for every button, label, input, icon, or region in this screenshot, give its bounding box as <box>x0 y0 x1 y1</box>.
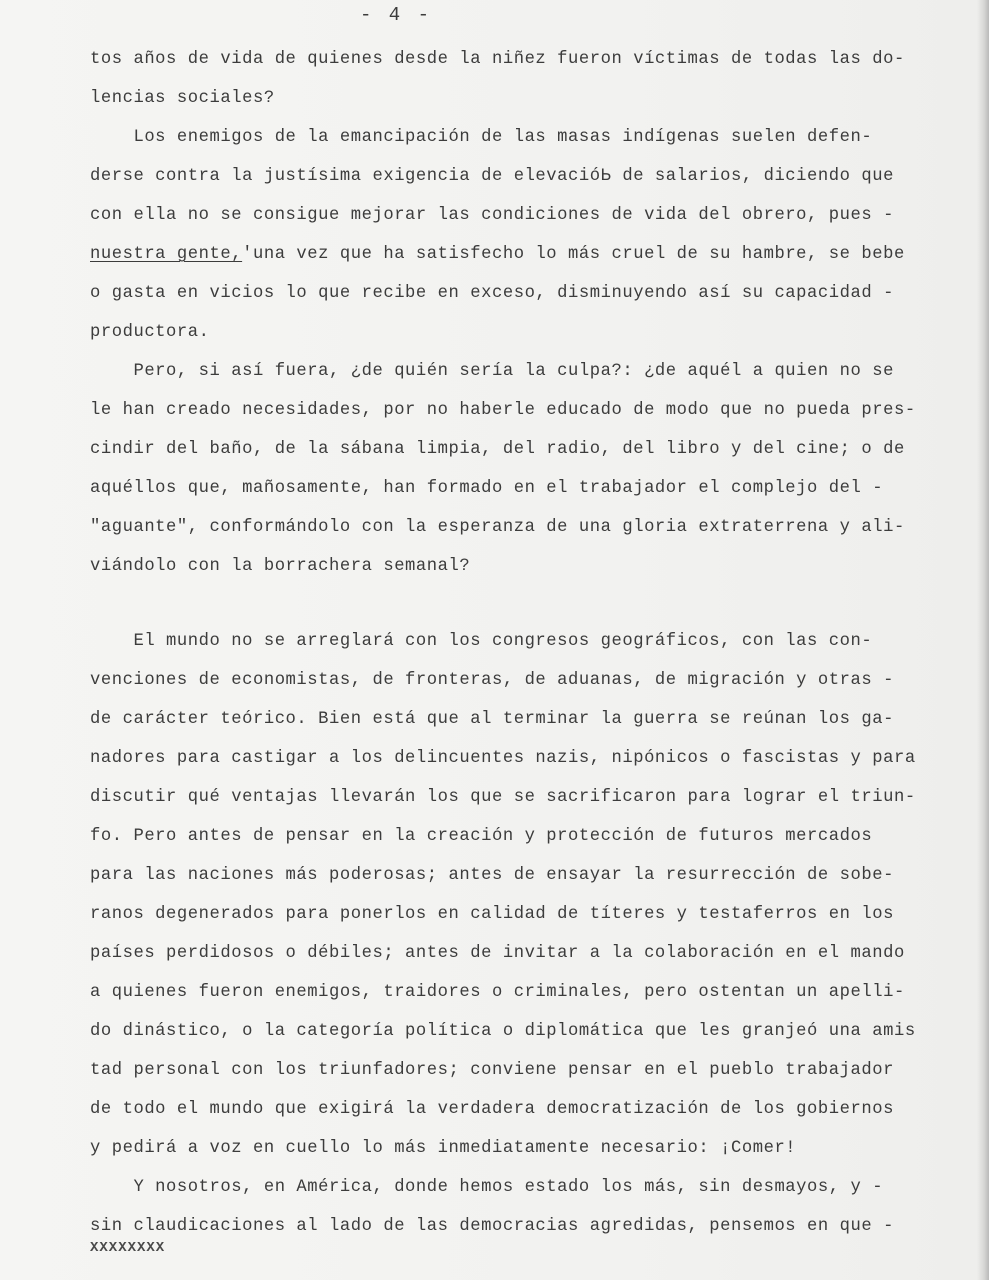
paragraph-5 <box>90 1168 970 1246</box>
paragraph-2 <box>90 118 970 352</box>
text-line: con ella no se consigue mejorar las condiciones de vida del obrero, pues - <box>90 206 894 225</box>
text-line: derse contra la justísima exigencia de elevacióЬ de salarios, diciendo que <box>90 167 894 186</box>
page-number: - 4 - <box>360 4 433 26</box>
document-body <box>90 40 970 1246</box>
paragraph-1 <box>90 40 970 118</box>
text-line: discutir qué ventajas llevarán los que se sacrificaron para lograr el triun- <box>90 788 916 807</box>
text-line: tos años de vida de quienes desde la niñez fueron víctimas de todas las do- <box>90 50 905 69</box>
scan-edge-shadow <box>977 0 989 1280</box>
text-line: de todo el mundo que exigirá la verdadera democratización de los gobiernos <box>90 1100 894 1119</box>
text-line: o gasta en vicios lo que recibe en exceso, disminuyendo así su capacidad - <box>90 284 894 303</box>
text-line: sin claudicaciones al lado de las democracias agredidas, pensemos en que - <box>90 1217 894 1236</box>
text-line: viándolo con la borrachera semanal? <box>90 557 471 576</box>
text-line: países perdidosos o débiles; antes de invitar a la colaboración en el mando <box>90 944 905 963</box>
text-line: de carácter teórico. Bien está que al terminar la guerra se reúnan los ga- <box>90 710 894 729</box>
text-line: Pero, si así fuera, ¿de quién sería la culpa?: ¿de aquél a quien no se <box>90 362 894 381</box>
paragraph-gap <box>90 586 970 622</box>
text-line: venciones de economistas, de fronteras, de aduanas, de migración y otras - <box>90 671 894 690</box>
text-line: nadores para castigar a los delincuentes nazis, nipónicos o fascistas y para <box>90 749 916 768</box>
text-line: do dinástico, o la categoría política o diplomática que les granjeó una amis <box>90 1022 916 1041</box>
text-line: Y nosotros, en América, donde hemos estado los más, sin desmayos, y - <box>90 1178 884 1197</box>
underlined-phrase: nuestra gente, <box>90 245 243 264</box>
text-line: para las naciones más poderosas; antes de ensayar la resurrección de sobe- <box>90 866 894 885</box>
text-line: productora. <box>90 323 210 342</box>
text-line: lencias sociales? <box>90 89 275 108</box>
text-line: y pedirá a voz en cuello lo más inmediatamente necesario: ¡Comer! <box>90 1139 797 1158</box>
text-line: fo. Pero antes de pensar en la creación y protección de futuros mercados <box>90 827 873 846</box>
text-line: a quienes fueron enemigos, traidores o criminales, pero ostentan un apelli- <box>90 983 905 1002</box>
line-remainder: 'una vez que ha satisfecho lo más cruel de su hambre, se bebe <box>242 245 905 264</box>
struck-out-text: XXXXXXXX <box>90 1240 166 1256</box>
text-line: Los enemigos de la emancipación de las masas indígenas suelen defen- <box>90 128 873 147</box>
text-line: El mundo no se arreglará con los congresos geográficos, con las con- <box>90 632 873 651</box>
text-line: ranos degenerados para ponerlos en calidad de títeres y testaferros en los <box>90 905 894 924</box>
text-line: cindir del baño, de la sábana limpia, del radio, del libro y del cine; o de <box>90 440 905 459</box>
text-line: "aguante", conformándolo con la esperanza de una gloria extraterrena y ali- <box>90 518 905 537</box>
text-line: tad personal con los triunfadores; conviene pensar en el pueblo trabajador <box>90 1061 894 1080</box>
text-line: le han creado necesidades, por no haberle educado de modo que no pueda pres- <box>90 401 916 420</box>
text-line <box>90 235 970 274</box>
paragraph-4 <box>90 622 970 1168</box>
text-line: aquéllos que, mañosamente, han formado en el trabajador el complejo del - <box>90 479 884 498</box>
paragraph-3 <box>90 352 970 586</box>
